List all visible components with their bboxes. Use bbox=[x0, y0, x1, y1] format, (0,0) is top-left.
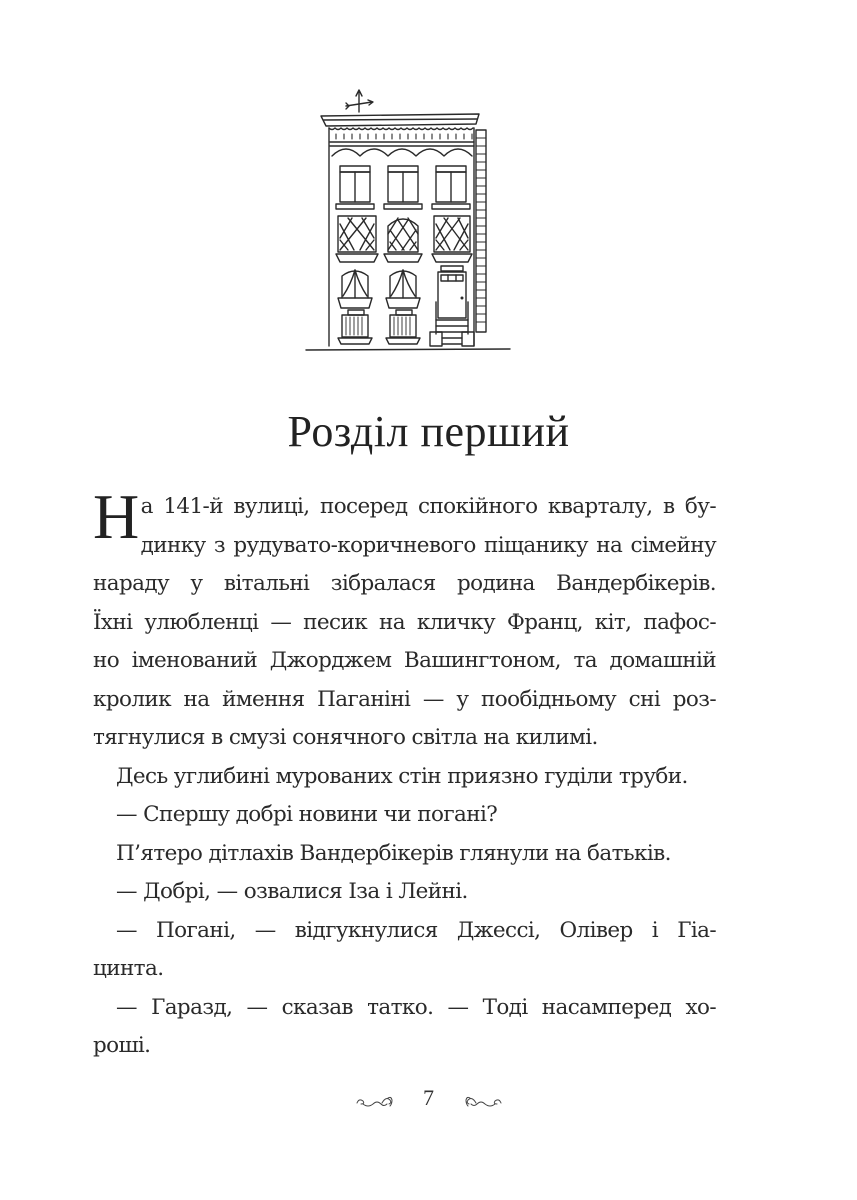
paragraph-2: Десь углибині мурованих стін приязно гуділи труби. bbox=[116, 763, 688, 789]
text-line: а 141-й вулиці, посеред спокійного кварталу, в бу- bbox=[140, 494, 716, 519]
paragraph-7 bbox=[93, 989, 716, 1066]
text-line: Їхні улюбленці — песик на кличку Франц, кіт, пафос- bbox=[93, 609, 716, 635]
text-line: тягнулися в смузі сонячного світла на килимі. bbox=[93, 725, 598, 750]
drop-cap: Н bbox=[93, 481, 139, 552]
weather-vane-icon bbox=[346, 90, 373, 112]
paragraph-6 bbox=[93, 912, 716, 989]
window-row-3 bbox=[338, 270, 420, 308]
window-row-4 bbox=[338, 310, 420, 344]
text-line: динку з рудувато-коричневого піщанику на сімейну bbox=[140, 532, 716, 558]
page-footer bbox=[0, 1083, 857, 1111]
text-line: — Погані, — відгукнулися Джессі, Олівер і Гіа- bbox=[116, 917, 716, 943]
page-number: 7 bbox=[423, 1084, 434, 1110]
front-door bbox=[430, 266, 474, 346]
paragraph-5: — Добрі, — озвалися Іза і Лейні. bbox=[116, 879, 468, 904]
window-row-1 bbox=[336, 166, 470, 209]
window-row-2 bbox=[336, 216, 472, 262]
text-line: нараду у вітальні зібралася родина Вандербікерів. bbox=[93, 571, 716, 596]
paragraph-3: — Спершу добрі новини чи погані? bbox=[116, 802, 498, 827]
flourish-ornament-left-icon bbox=[354, 1090, 396, 1106]
text-line: роші. bbox=[93, 1033, 151, 1058]
body-text bbox=[93, 481, 716, 1066]
paragraph-1 bbox=[93, 481, 716, 758]
text-line: — Гаразд, — сказав татко. — Тоді насамперед хо- bbox=[116, 994, 716, 1020]
building-illustration bbox=[296, 84, 516, 360]
text-line: но іменований Джорджем Вашингтоном, та домашній bbox=[93, 648, 716, 673]
flourish-ornament-right-icon bbox=[462, 1090, 504, 1106]
paragraph-4: П’ятеро дітлахів Вандербікерів глянули на батьків. bbox=[116, 840, 671, 866]
text-line: цинта. bbox=[93, 956, 164, 981]
text-line: кролик на ймення Паганіні — у пообідньому сні роз- bbox=[93, 686, 716, 712]
chapter-title: Розділ перший bbox=[287, 407, 570, 456]
